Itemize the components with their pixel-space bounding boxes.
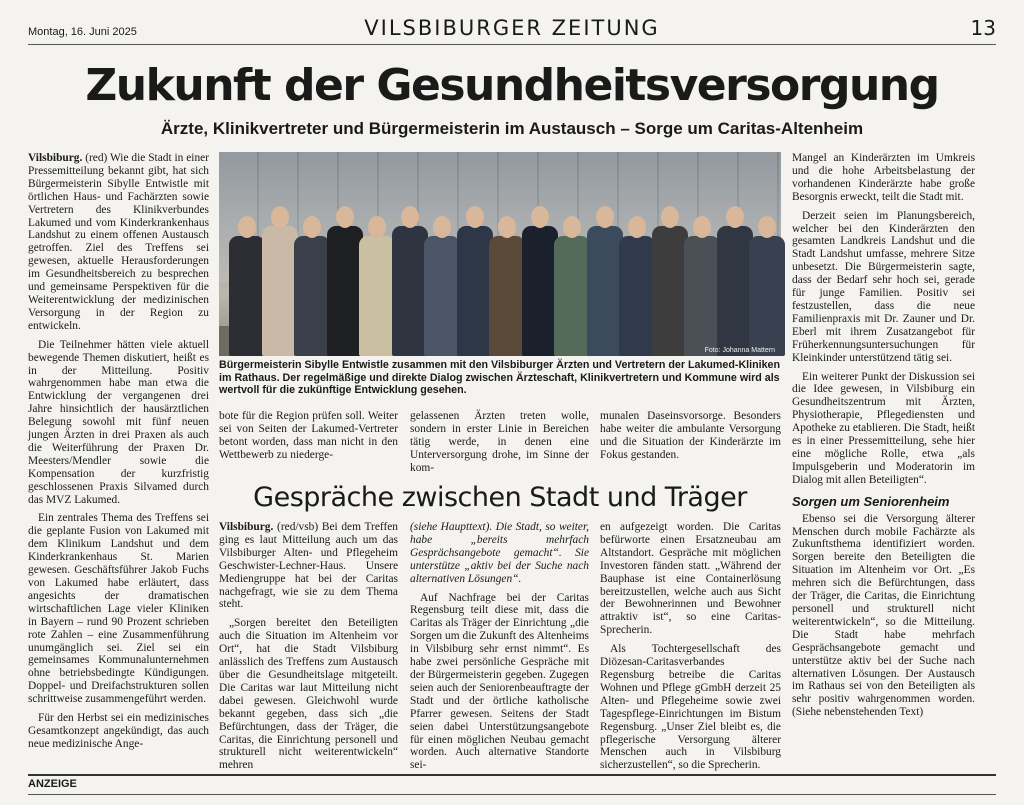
article2-paragraph: Auf Nachfrage bei der Caritas Regensburg teilt diese mit, dass die Caritas als Träger der Einrichtung „die Sorgen um die Zukunft des Altenheims in Vilsbiburg sehr ernst nimmt“. Es habe zwei persönliche Gespräche mit der Bürgermeisterin gegeben. Zugegen seien auch der Seniorenbeauftragte der Stadt und der örtliche katholische Pfarrer gewesen. Seitens der Stadt seien dabei Unterstützungsangebote für einen möglichen Neubau gemacht worden. Auch alternative Standorte sei-	[410, 591, 589, 772]
main-headline: Zukunft der Gesundheitsversorgung	[85, 60, 939, 111]
photo-caption: Bürgermeisterin Sibylle Entwistle zusammen mit den Vilsbiburger Ärzten und Vertretern der Lakumed-Kliniken im Rathaus. Der regelmäßige und direkte Dialog zwischen Ärzteschaft, Klinikvertretern und Kommune wird als wertvoll für die zukünftige Entwicklung gesehen.	[219, 359, 781, 396]
article1-paragraph: Derzeit seien im Planungsbereich, welcher bei den Kinderärzten den gesamten Landkreis Landshut und die Stadt Landshut umfasse, mehrere Sitze unbesetzt. Die Bürgermeisterin sagte, dass der Bedarf sehr hoch sei, gerade für junge Familien. Positiv sei festzustellen, dass die neue Familienpraxis mit Dr. Zauner und Dr. Eberl mit ihrem Zusatzangebot für Früherkennungsuntersuchungen für Kleinkinder unterstützend tätig sei.	[792, 209, 975, 364]
article1-column-5	[792, 152, 975, 762]
article-paragraph: Ebenso sei die Versorgung älterer Menschen durch mobile Fachärzte als Zukunftsthema identifiziert worden. Sorgen bereite den Beteiligten die Situation im Altenheim vor Ort. „Es mehren sich die Befürchtungen, dass der Träger, die Caritas, die Einrichtung personell und strukturell nicht weiterentwickeln“, so die Mitteilung. Die Stadt habe mehrfach Gesprächsangebote gemacht und unterstütze aktiv bei der Suche nach alternativen Lösungen. Der Austausch im Rathaus sei von den Beteiligten als sehr positiv wahrgenommen worden. (Siehe nebenstehenden Text)	[792, 512, 975, 719]
article1-paragraph: Mangel an Kinderärzten im Umkreis und die hohe Arbeitsbelastung der vorhandenen Kinderärzte habe große Besorgnis erweckt, teilt die Stadt mit.	[792, 152, 975, 203]
page-header	[28, 16, 996, 42]
article2-paragraph: en aufgezeigt worden. Die Caritas befürworte einen Ersatzneubau am Altstandort. Gespräche mit möglichen Investoren fänden statt. „Während der Bauphase ist eine Containerlösung bereitzustellen, welche auch aus Sicht der Bewohnerinnen und Bewohner attraktiv ist“, so eine Caritas-Sprecherin.	[600, 521, 781, 637]
article2-column-2	[410, 521, 589, 772]
ad-rule	[28, 774, 996, 776]
photo-person	[747, 216, 787, 356]
article1-paragraph: bote für die Region prüfen soll. Weiter sei von Seiten der Lakumed-Vertreter betont worden, dass man nicht in den Wettbewerb zu niederge-	[219, 410, 398, 461]
issue-date: Montag, 16. Juni 2025	[28, 26, 137, 38]
article2-paragraph: „Sorgen bereitet den Beteiligten auch die Situation im Altenheim vor Ort“, hat die Stadt Vilsbiburg anlässlich des Treffens zum Austausch über die Gesundheitslage mitgeteilt. Die Caritas war laut Mitteilung nicht dabei gewesen. Gleichwohl wurde bekannt gegeben, dass sich „die Befürchtungen, dass der Träger, die Caritas, die Einrichtung personell und strukturell nicht weiterentwickeln“ mehren	[219, 617, 398, 772]
article1-column-3	[410, 410, 589, 474]
article1-paragraph: Die Teilnehmer hätten viele aktuell bewegende Themen diskutiert, heißt es in der Mitteilung. Positiv wahrgenommen habe man etwa die Entwicklung der vergangenen drei Jahre hinsichtlich der hausärztlichen Belegung sowohl mit fünf neuen jungen Ärzten in drei Praxen als auch die Weiterführung der Praxen Dr. Meesters/Mendler sowie die Kompensation der kurzfristig geschlossenen Praxis Silvamed durch das MVZ Lakumed.	[28, 338, 209, 506]
page-number: 13	[970, 16, 996, 40]
article1-column-1	[28, 152, 209, 762]
photo-credit: Foto: Johanna Mattern	[704, 347, 775, 354]
main-subheadline: Ärzte, Klinikvertreter und Bürgermeisterin im Austausch – Sorge um Caritas-Altenheim	[160, 119, 864, 138]
newspaper-name: VILSBIBURGER ZEITUNG	[364, 16, 660, 40]
article1-paragraph: Ein weiterer Punkt der Diskussion sei die Idee gewesen, in Vilsbiburg ein Gesundheitszentrum mit Ärzten, Physiotherapie, Pflegediensten und Apotheke zu etablieren. Die Stadt, heißt es in einer Pressemitteilung, sehe hier eine mögliche Rolle, etwa „als Impulsgeberin und Moderatorin im Dialog mit allen Beteiligten“.	[792, 370, 975, 486]
article1-paragraph: munalen Daseinsvorsorge. Besonders habe weiter die ambulante Versorgung und die Situation der Kinderärzte im Fokus gestanden.	[600, 410, 781, 461]
bottom-rule	[28, 794, 996, 795]
article1-paragraph: Ein zentrales Thema des Treffens sei die geplante Fusion von Lakumed mit dem Klinikum Landshut und dem Kinderkrankenhaus St. Marien gewesen. Geschäftsführer Jakob Fuchs von Lakumed habe erläutert, dass angesichts der dramatischen wirtschaftlichen Lage vieler Kliniken in Bayern – rund 90 Prozent schrieben rote Zahlen – eine Zusammenführung unumgänglich sei. Ziel sei ein gemeinsames Kommunalunternehmen ohne betriebsbedingte Kündigungen. Doppel- und Dreifachstrukturen sollen schrittweise zusammengeführt werden.	[28, 512, 209, 706]
article1-column-2	[219, 410, 398, 462]
article2-column-3	[600, 521, 781, 772]
article1-paragraph: Für den Herbst sei ein medizinisches Gesamtkonzept angekündigt, das auch neue medizinische Ange-	[28, 712, 209, 750]
group-photo	[219, 152, 781, 356]
article2-paragraph: Als Tochtergesellschaft des Diözesan-Caritasverbandes Regensburg betreibe die Caritas Wohnen und Pflege gGmbH derzeit 25 Alten- und Pflegeheime sowie zwei Tagespflege-Einrichtungen im Bistum Regensburg. „Unser Ziel bleibt es, die pflegerische Versorgung älterer Menschen auch in Vilsbiburg sicherzustellen“, so die Sprecherin.	[600, 643, 781, 772]
article1-paragraph: Vilsbiburg. (red) Wie die Stadt in einer Pressemitteilung bekannt gibt, hat sich Bürgermeisterin Sibylle Entwistle mit örtlichen Haus- und Fachärzten sowie Vertretern des Klinikverbundes Lakumed und vom Kinderkrankenhaus Landshut zu einem offenen Austausch getroffen. Ziel des Treffens sei gewesen, aktuelle Herausforderungen im Gesundheitsbereich zu besprechen und gemeinsame Perspektiven für die Weiterentwicklung der medizinischen Versorgung in der Region zu entwickeln.	[28, 152, 209, 332]
article1-paragraph: gelassenen Ärzten treten wolle, sondern in erster Linie in Bereichen tätig werde, in denen eine Unterversorgung drohe, im Sinne der kom-	[410, 410, 589, 474]
ad-label: ANZEIGE	[28, 778, 77, 790]
header-rule	[28, 44, 996, 45]
second-headline: Gespräche zwischen Stadt und Träger	[253, 482, 747, 513]
article2-paragraph: Vilsbiburg. (red/vsb) Bei dem Treffen ging es laut Mitteilung auch um das Vilsbiburger Alten- und Pflegeheim Geschwister-Lechner-Haus. Unsere Mediengruppe hat bei der Caritas nachgefragt, wie sie zu dem Thema steht.	[219, 521, 398, 611]
section-subheading: Sorgen um Seniorenheim	[792, 493, 950, 509]
article1-column-4	[600, 410, 781, 462]
dateline: Vilsbiburg.	[28, 152, 83, 164]
article2-paragraph: (siehe Haupttext). Die Stadt, so weiter, habe „bereits mehrfach Gesprächsangebote gemacht“. Sie unterstütze „aktiv bei der Suche nach alternativen Lösungen“.	[410, 521, 589, 585]
article2-column-1	[219, 521, 398, 772]
